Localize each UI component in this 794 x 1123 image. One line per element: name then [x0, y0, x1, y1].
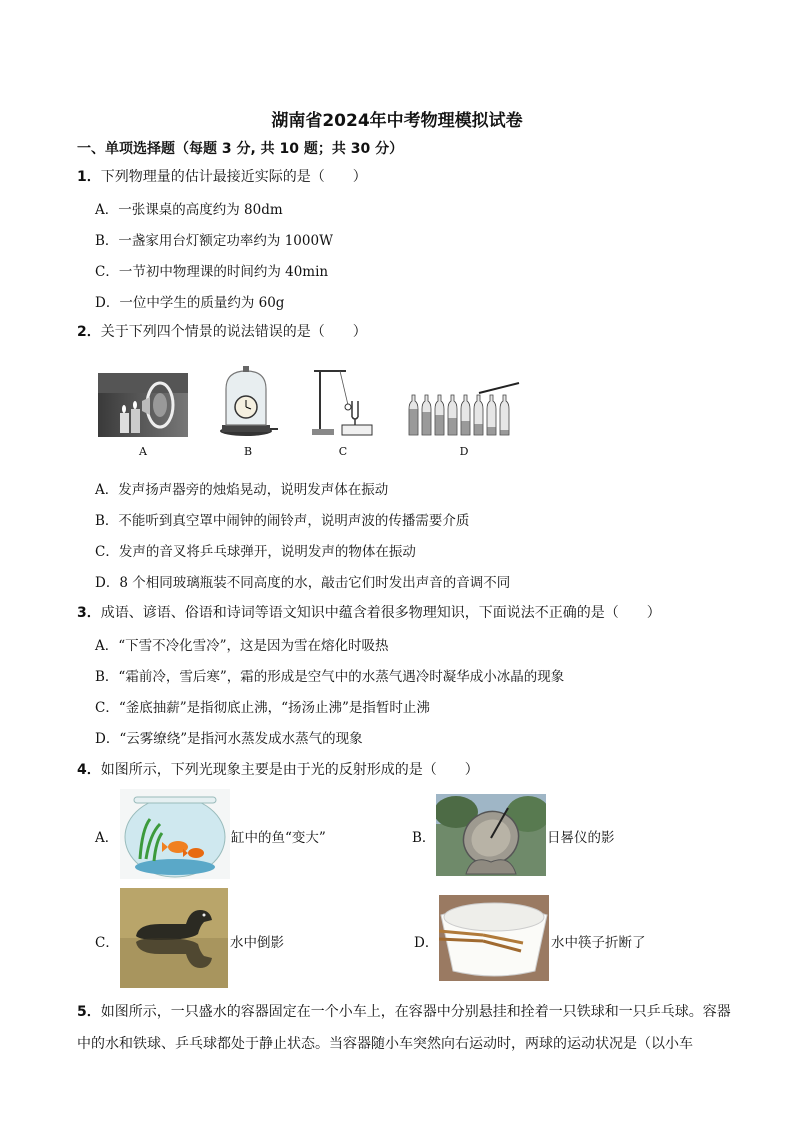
q3-option-a: A．“下雪不冷化雪冷”，这是因为雪在熔化时吸热	[95, 638, 389, 654]
q1-option-b: B．一盏家用台灯额定功率约为 1000W	[95, 233, 333, 249]
q4-option-b-letter: B．	[412, 830, 436, 846]
q1-option-a: A．一张课桌的高度约为 80dm	[95, 202, 283, 218]
fishbowl-image	[120, 789, 230, 879]
question-number: 5．	[77, 1004, 101, 1020]
q2-option-b: B．不能听到真空罩中闹钟的闹铃声，说明声波的传播需要介质	[95, 513, 470, 529]
question-stem: 如图所示，下列光现象主要是由于光的反射形成的是（ ）	[100, 762, 479, 778]
q2-option-d: D．8 个相同玻璃瓶装不同高度的水，敲击它们时发出声音的音调不同	[95, 575, 511, 591]
question-2	[77, 321, 367, 341]
q2-option-a: A．发声扬声器旁的烛焰晃动，说明发声体在振动	[95, 482, 389, 498]
question-stem: 成语、谚语、俗语和诗词等语文知识中蕴含着很多物理知识，下面说法不正确的是（ ）	[100, 605, 661, 621]
figure-label-b: B	[243, 445, 253, 458]
section-heading: 一、单项选择题（每题 3 分, 共 10 题；共 30 分）	[77, 141, 404, 157]
q4-option-a-letter: A．	[95, 830, 119, 846]
q2-figure-row	[95, 365, 545, 460]
question-stem: 如图所示，一只盛水的容器固定在一个小车上，在容器中分别悬挂和拴着一只铁球和一只乒乓球。容器中的水和铁球、乒乓球都处于静止状态。当容器随小车突然向右运动时，两球的运动状况是（以小车	[77, 1004, 731, 1052]
bell-jar-clock-image	[218, 365, 278, 439]
q4-option-b-text: 日晷仪的影	[547, 830, 615, 846]
question-stem: 下列物理量的估计最接近实际的是（ ）	[100, 169, 367, 185]
q4-option-d-text: 水中筷子折断了	[551, 935, 646, 951]
q1-option-d: D．一位中学生的质量约为 60g	[95, 295, 285, 311]
tuning-fork-image	[308, 365, 378, 439]
glass-bottles-image	[407, 379, 527, 441]
figure-label-d: D	[459, 445, 469, 458]
question-5	[77, 996, 737, 1060]
question-number: 2．	[77, 324, 101, 340]
q3-option-d: D．“云雾缭绕”是指河水蒸发成水蒸气的现象	[95, 731, 363, 747]
q2-option-c: C．发声的音叉将乒乓球弹开，说明发声的物体在振动	[95, 544, 416, 560]
figure-label-c: C	[338, 445, 348, 458]
duck-reflection-image	[120, 888, 228, 988]
chopsticks-bowl-image	[439, 895, 549, 981]
question-number: 1．	[77, 169, 101, 185]
q3-option-c: C．“釜底抽薪”是指彻底止沸，“扬汤止沸”是指暂时止沸	[95, 700, 430, 716]
question-number: 3．	[77, 605, 101, 621]
q4-option-c-text: 水中倒影	[230, 935, 284, 951]
q3-option-b: B．“霜前冷，雪后寒”，霜的形成是空气中的水蒸气遇冷时凝华成小冰晶的现象	[95, 669, 565, 685]
sundial-image	[436, 794, 546, 876]
q4-option-c-letter: C．	[95, 935, 119, 951]
q1-option-c: C．一节初中物理课的时间约为 40min	[95, 264, 329, 280]
speaker-candle-image	[98, 373, 188, 437]
q4-option-a-text: 缸中的鱼“变大”	[231, 830, 326, 846]
question-1	[77, 166, 367, 186]
question-4	[77, 759, 479, 779]
q4-option-d-letter: D．	[414, 935, 439, 951]
question-stem: 关于下列四个情景的说法错误的是（ ）	[100, 324, 367, 340]
page-title: 湖南省2024年中考物理模拟试卷	[271, 111, 523, 131]
question-3	[77, 602, 661, 622]
question-number: 4．	[77, 762, 101, 778]
figure-label-a: A	[139, 445, 147, 458]
